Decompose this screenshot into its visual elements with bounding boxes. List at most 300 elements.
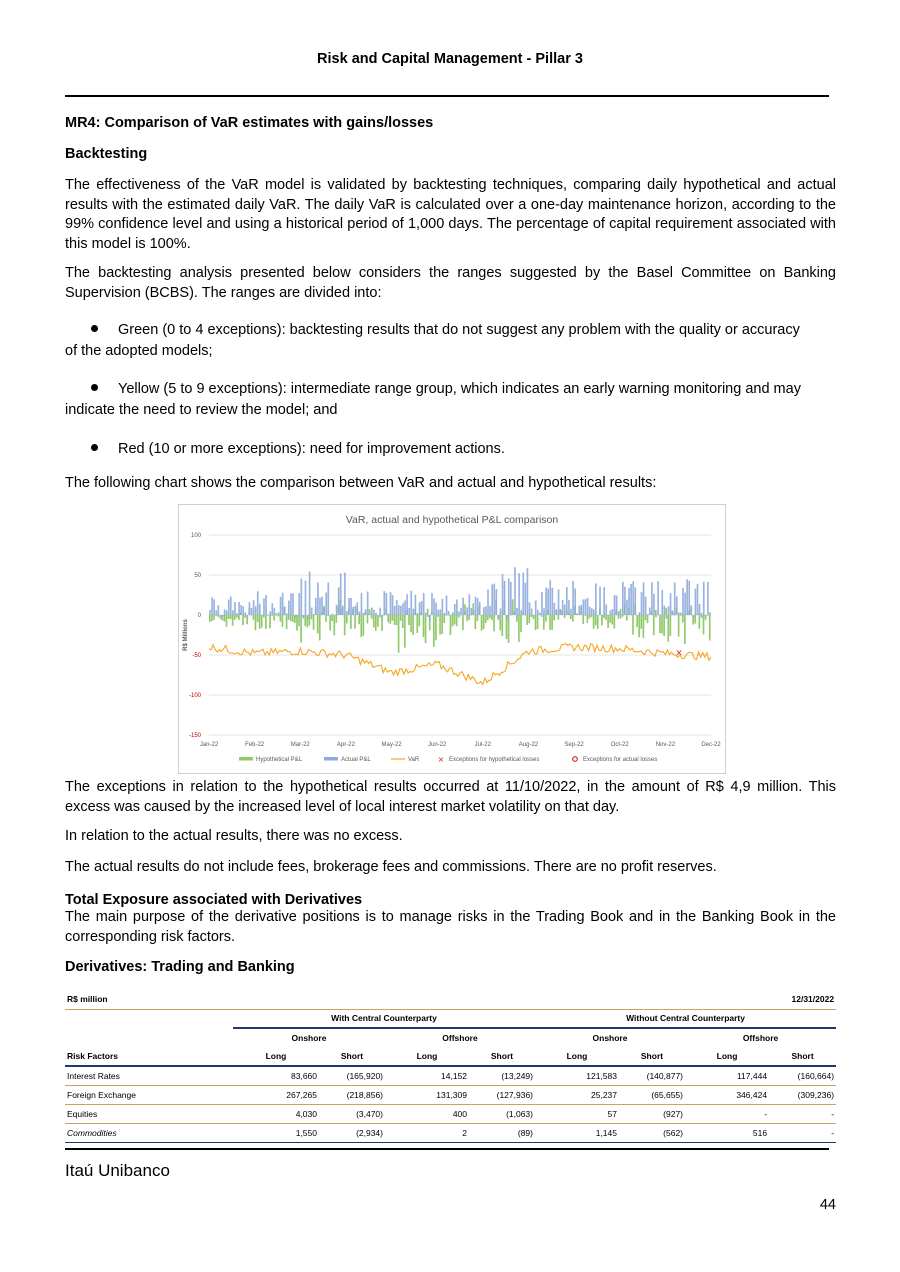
- actual-pl-bar: [342, 606, 344, 615]
- hypothetical-pl-bar: [273, 615, 275, 621]
- hypothetical-pl-bar: [643, 615, 645, 638]
- cell: (309,236): [797, 1089, 835, 1100]
- actual-pl-bar: [535, 600, 537, 615]
- hypothetical-pl-bar: [396, 615, 398, 625]
- header-long: Long: [416, 1051, 438, 1061]
- hypothetical-pl-bar: [373, 615, 375, 628]
- cell: 267,265: [286, 1089, 317, 1100]
- actual-pl-bar: [230, 596, 232, 615]
- header-long: Long: [265, 1051, 287, 1061]
- hypothetical-pl-bar: [458, 611, 460, 615]
- actual-pl-bar: [581, 605, 583, 615]
- actual-pl-bar: [663, 606, 665, 615]
- actual-pl-bar: [562, 600, 564, 615]
- actual-pl-bar: [313, 614, 315, 615]
- actual-pl-bar: [674, 582, 676, 615]
- hypothetical-pl-bar: [622, 615, 624, 617]
- actual-pl-bar: [607, 615, 609, 616]
- hypothetical-pl-bar: [311, 615, 313, 619]
- actual-pl-bar: [502, 574, 504, 615]
- actual-pl-bar: [224, 609, 226, 615]
- header-offshore: Offshore: [742, 1033, 779, 1043]
- actual-pl-bar: [568, 600, 570, 615]
- hypothetical-pl-bar: [647, 615, 649, 623]
- actual-pl-bar: [423, 593, 425, 615]
- actual-pl-bar: [498, 615, 500, 619]
- actual-pl-bar: [292, 593, 294, 615]
- actual-pl-bar: [695, 589, 697, 615]
- hypothetical-pl-bar: [377, 615, 379, 627]
- hypothetical-pl-bar: [244, 615, 246, 618]
- hypothetical-pl-bar: [445, 615, 447, 616]
- header-with-ccp: With Central Counterparty: [233, 1009, 535, 1028]
- actual-pl-bar: [672, 612, 674, 615]
- hypothetical-pl-bar: [584, 615, 586, 616]
- hypothetical-pl-bar: [282, 615, 284, 627]
- hypothetical-pl-bar: [489, 615, 491, 618]
- actual-pl-bar: [477, 598, 479, 615]
- hypothetical-pl-bar: [392, 615, 394, 621]
- table-row: [65, 1104, 836, 1123]
- y-tick-label: 100: [190, 533, 201, 539]
- actual-pl-bar: [298, 593, 300, 615]
- hypothetical-pl-bar: [331, 615, 333, 621]
- row-label: Commodities: [67, 1127, 117, 1138]
- x-tick-label: Jun-22: [428, 742, 447, 748]
- actual-pl-bar: [388, 613, 390, 615]
- actual-pl-bar: [354, 606, 356, 615]
- hypothetical-pl-bar: [487, 615, 489, 620]
- actual-pl-bar: [300, 579, 302, 615]
- hypothetical-pl-bar: [300, 615, 302, 643]
- paragraph-exposure: The main purpose of the derivative positions is to manage risks in the Trading Book and in the Banking Book in the corresponding risk factors.: [65, 909, 836, 945]
- actual-pl-bar: [439, 609, 441, 615]
- hypothetical-pl-bar: [257, 615, 259, 622]
- hypothetical-pl-bar: [288, 615, 290, 620]
- actual-pl-bar: [271, 603, 273, 615]
- hypothetical-pl-bar: [570, 615, 572, 619]
- actual-pl-bar: [641, 592, 643, 615]
- page-header-title: Risk and Capital Management - Pillar 3: [317, 51, 583, 67]
- actual-pl-bar: [319, 598, 321, 615]
- hypothetical-pl-bar: [518, 615, 520, 642]
- hypothetical-pl-bar: [250, 615, 252, 616]
- actual-pl-bar: [377, 615, 379, 616]
- actual-pl-bar: [549, 580, 551, 615]
- actual-pl-bar: [402, 603, 404, 615]
- actual-pl-bar: [404, 601, 406, 615]
- actual-pl-bar: [527, 568, 529, 615]
- hypothetical-pl-bar: [286, 615, 288, 629]
- hypothetical-pl-bar: [535, 615, 537, 630]
- actual-pl-bar: [315, 598, 317, 615]
- exposure-heading: Total Exposure associated with Derivatives: [65, 892, 363, 908]
- hypothetical-pl-bar: [533, 615, 535, 619]
- hypothetical-pl-bar: [682, 615, 684, 622]
- actual-pl-bar: [419, 602, 421, 615]
- cell: 4,030: [295, 1108, 317, 1119]
- hypothetical-pl-bar: [557, 615, 559, 620]
- actual-pl-bar: [338, 587, 340, 615]
- actual-pl-bar: [612, 609, 614, 615]
- cell: (1,063): [506, 1108, 533, 1119]
- hypothetical-pl-bar: [684, 615, 686, 644]
- actual-pl-bar: [265, 595, 267, 615]
- derivatives-table: [65, 990, 836, 1143]
- hypothetical-pl-bar: [450, 615, 452, 635]
- actual-pl-bar: [516, 608, 518, 615]
- actual-pl-bar: [572, 581, 574, 615]
- header-risk-factors: Risk Factors: [67, 1051, 119, 1061]
- hypothetical-pl-bar: [402, 615, 404, 628]
- hypothetical-pl-bar: [614, 615, 616, 629]
- hypothetical-pl-bar: [209, 615, 211, 622]
- hypothetical-pl-bar: [236, 615, 238, 618]
- actual-pl-bar: [373, 610, 375, 615]
- hypothetical-pl-bar: [363, 615, 365, 636]
- hypothetical-pl-bar: [224, 615, 226, 622]
- hypothetical-pl-bar: [524, 615, 526, 616]
- actual-pl-bar: [587, 598, 589, 615]
- hypothetical-pl-bar: [346, 615, 348, 623]
- actual-pl-bar: [647, 614, 649, 615]
- hypothetical-pl-bar: [387, 615, 389, 622]
- cell: 117,444: [736, 1070, 768, 1081]
- actual-pl-bar: [597, 615, 599, 616]
- hypothetical-pl-bar: [230, 615, 232, 619]
- header-long: Long: [716, 1051, 738, 1061]
- actual-pl-bar: [464, 611, 466, 615]
- cell: (927): [663, 1108, 683, 1119]
- actual-pl-bar: [228, 600, 230, 615]
- actual-pl-bar: [294, 615, 296, 618]
- actual-pl-bar: [278, 612, 280, 615]
- actual-pl-bar: [508, 578, 510, 615]
- paragraph-ranges: The backtesting analysis presented below considers the ranges suggested by the Basel Committee on Banking Supervision (BCBS). The ranges are divided into:: [65, 265, 836, 301]
- actual-pl-bar: [556, 609, 558, 615]
- actual-pl-bar: [578, 606, 580, 615]
- row-label: Interest Rates: [67, 1070, 120, 1081]
- actual-pl-bar: [369, 614, 371, 615]
- hypothetical-pl-bar: [313, 615, 315, 630]
- hypothetical-pl-bar: [221, 615, 223, 620]
- actual-pl-bar: [410, 591, 412, 615]
- actual-pl-bar: [406, 594, 408, 615]
- hypothetical-pl-bar: [441, 615, 443, 634]
- actual-pl-bar: [543, 608, 545, 615]
- hypothetical-pl-bar: [526, 615, 528, 625]
- chart-title: VaR, actual and hypothetical P&L comparison: [345, 514, 559, 526]
- y-tick-label: 0: [197, 613, 201, 619]
- actual-pl-bar: [259, 604, 261, 615]
- actual-pl-bar: [547, 589, 549, 615]
- hypothetical-pl-bar: [531, 615, 533, 617]
- actual-pl-bar: [522, 573, 524, 615]
- hypothetical-pl-bar: [528, 615, 530, 623]
- paragraph-fees: The actual results do not include fees, brokerage fees and commissions. There are no profit reserves.: [65, 859, 717, 875]
- hypothetical-pl-bar: [582, 615, 584, 624]
- hypothetical-pl-bar: [620, 609, 622, 615]
- actual-pl-bar: [707, 582, 709, 615]
- hypothetical-pl-bar: [481, 615, 483, 631]
- hypothetical-pl-bar: [389, 615, 391, 624]
- actual-pl-bar: [605, 604, 607, 615]
- hypothetical-pl-bar: [638, 615, 640, 637]
- hypothetical-pl-bar: [537, 615, 539, 629]
- actual-pl-bar: [386, 593, 388, 615]
- hypothetical-pl-bar: [603, 615, 605, 618]
- actual-pl-bar: [431, 593, 433, 615]
- hypothetical-pl-bar: [632, 615, 634, 635]
- actual-pl-bar: [412, 609, 414, 615]
- actual-pl-bar: [442, 599, 444, 615]
- actual-pl-bar: [352, 607, 354, 615]
- actual-pl-bar: [394, 606, 396, 615]
- var-line: [209, 644, 711, 685]
- cell: (562): [663, 1127, 683, 1138]
- derivatives-heading: Derivatives: Trading and Banking: [65, 959, 295, 975]
- hypothetical-pl-bar: [238, 615, 240, 620]
- hypothetical-pl-bar: [261, 615, 263, 628]
- hypothetical-pl-bar: [678, 615, 680, 637]
- legend-swatch: [324, 757, 338, 761]
- actual-pl-bar: [375, 613, 377, 615]
- actual-pl-bar: [452, 612, 454, 615]
- actual-pl-bar: [276, 615, 278, 616]
- actual-pl-bar: [693, 615, 695, 618]
- actual-pl-bar: [218, 605, 220, 615]
- actual-pl-bar: [323, 608, 325, 615]
- hypothetical-pl-bar: [572, 615, 574, 622]
- bullet-dot: [91, 444, 98, 451]
- actual-pl-bar: [525, 583, 527, 615]
- actual-pl-bar: [701, 615, 703, 618]
- hypothetical-pl-bar: [398, 615, 400, 653]
- actual-pl-bar: [284, 606, 286, 615]
- actual-pl-bar: [348, 598, 350, 615]
- actual-pl-bar: [450, 614, 452, 615]
- hypothetical-pl-bar: [350, 615, 352, 629]
- hypothetical-pl-bar: [325, 615, 327, 622]
- actual-pl-bar: [232, 610, 234, 615]
- table-unit: R$ million: [67, 994, 108, 1005]
- header-without-ccp: Without Central Counterparty: [535, 1009, 836, 1028]
- cell: 1,550: [295, 1127, 317, 1138]
- hypothetical-pl-bar: [516, 615, 518, 622]
- hypothetical-pl-bar: [253, 615, 255, 620]
- hypothetical-pl-bar: [255, 615, 257, 630]
- hypothetical-pl-bar: [354, 615, 356, 629]
- actual-pl-bar: [290, 593, 292, 615]
- actual-pl-bar: [311, 608, 313, 615]
- hypothetical-pl-bar: [271, 615, 273, 616]
- table-date: 12/31/2022: [791, 994, 835, 1005]
- hypothetical-pl-bar: [226, 615, 228, 627]
- actual-pl-bar: [661, 590, 663, 615]
- actual-pl-bar: [709, 612, 711, 615]
- hypothetical-pl-bar: [611, 615, 613, 624]
- actual-pl-bar: [576, 615, 578, 616]
- hypothetical-pl-bar: [263, 615, 265, 617]
- actual-pl-bar: [425, 613, 427, 615]
- actual-pl-bar: [591, 608, 593, 615]
- hypothetical-pl-bar: [298, 615, 300, 626]
- cell: 14,152: [441, 1070, 467, 1081]
- actual-pl-bar: [657, 581, 659, 615]
- actual-pl-bar: [632, 581, 634, 615]
- hypothetical-pl-bar: [709, 615, 711, 640]
- cell: (160,664): [797, 1070, 835, 1081]
- footer-rule: [65, 1148, 829, 1150]
- actual-pl-bar: [616, 596, 618, 615]
- actual-pl-bar: [622, 582, 624, 615]
- actual-pl-bar: [456, 599, 458, 615]
- hypothetical-pl-bar: [371, 615, 373, 619]
- hypothetical-pl-bar: [242, 615, 244, 625]
- cell: 57: [607, 1108, 617, 1119]
- hypothetical-pl-bar: [508, 615, 510, 643]
- actual-pl-bar: [371, 608, 373, 615]
- y-tick-label: -150: [188, 733, 201, 739]
- actual-pl-bar: [379, 608, 381, 615]
- hypothetical-pl-bar: [630, 615, 632, 616]
- hypothetical-pl-bar: [309, 615, 311, 625]
- hypothetical-pl-bar: [452, 615, 454, 626]
- hypothetical-pl-bar: [680, 613, 682, 615]
- actual-pl-bar: [560, 610, 562, 615]
- actual-pl-bar: [624, 587, 626, 615]
- actual-pl-bar: [703, 582, 705, 615]
- cell: 346,424: [736, 1089, 768, 1100]
- actual-pl-bar: [684, 593, 686, 615]
- hypothetical-pl-bar: [595, 615, 597, 625]
- hypothetical-pl-bar: [304, 615, 306, 626]
- header-offshore: Offshore: [442, 1033, 478, 1043]
- actual-pl-bar: [211, 597, 213, 615]
- actual-pl-bar: [705, 615, 707, 616]
- hypothetical-pl-bar: [423, 615, 425, 637]
- x-tick-label: Jan-22: [199, 742, 219, 748]
- hypothetical-pl-bar: [466, 615, 468, 621]
- var-chart-svg: [179, 505, 725, 773]
- page-number: 44: [819, 1197, 836, 1213]
- actual-pl-bar: [263, 598, 265, 615]
- actual-pl-bar: [242, 606, 244, 615]
- actual-pl-bar: [288, 601, 290, 615]
- var-chart: [178, 504, 726, 774]
- hypothetical-pl-bar: [543, 615, 545, 630]
- hypothetical-pl-bar: [659, 615, 661, 633]
- hypothetical-pl-bar: [275, 613, 277, 615]
- actual-pl-bar: [529, 602, 531, 615]
- hypothetical-pl-bar: [703, 615, 705, 634]
- legend-label: VaR: [408, 757, 420, 763]
- actual-pl-bar: [363, 613, 365, 615]
- actual-pl-bar: [680, 615, 682, 616]
- actual-pl-bar: [330, 615, 332, 616]
- hypothetical-pl-bar: [329, 615, 331, 630]
- hypothetical-pl-bar: [211, 615, 213, 621]
- actual-pl-bar: [506, 615, 508, 621]
- hypothetical-pl-bar: [375, 615, 377, 631]
- actual-pl-bar: [491, 584, 493, 615]
- actual-pl-bar: [280, 597, 282, 615]
- actual-pl-bar: [566, 587, 568, 615]
- actual-pl-bar: [226, 610, 228, 615]
- hypothetical-pl-bar: [607, 615, 609, 628]
- actual-pl-bar: [564, 604, 566, 615]
- actual-pl-bar: [367, 592, 369, 615]
- actual-pl-bar: [649, 608, 651, 615]
- actual-pl-bar: [249, 602, 251, 615]
- actual-pl-bar: [381, 615, 383, 618]
- actual-pl-bar: [620, 615, 622, 619]
- hypothetical-pl-bar: [499, 615, 501, 630]
- actual-pl-bar: [396, 600, 398, 615]
- actual-pl-bar: [670, 593, 672, 615]
- hypothetical-pl-bar: [655, 610, 657, 615]
- actual-pl-bar: [267, 614, 269, 615]
- actual-pl-bar: [305, 581, 307, 615]
- actual-pl-bar: [601, 615, 603, 616]
- hypothetical-pl-bar: [404, 615, 406, 648]
- actual-pl-bar: [603, 587, 605, 615]
- cell: -: [764, 1108, 768, 1119]
- x-tick-label: Feb-22: [245, 742, 265, 748]
- hypothetical-pl-bar: [645, 615, 647, 620]
- hypothetical-pl-bar: [707, 615, 709, 616]
- hypothetical-pl-bar: [412, 615, 414, 635]
- actual-pl-bar: [350, 598, 352, 615]
- x-tick-label: Apr-22: [336, 742, 355, 748]
- actual-pl-bar: [421, 601, 423, 615]
- actual-pl-bar: [415, 595, 417, 615]
- hypothetical-pl-bar: [456, 615, 458, 626]
- hypothetical-pl-bar: [665, 608, 667, 615]
- hypothetical-pl-bar: [333, 615, 335, 635]
- paragraph-exceptions: The exceptions in relation to the hypothetical results occurred at 11/10/2022, in the amount of R$ 4,9 million. This excess was caused by the increased level of local interest market volatility on that day.: [65, 779, 836, 815]
- actual-pl-bar: [699, 604, 701, 615]
- actual-pl-bar: [398, 605, 400, 615]
- actual-pl-bar: [253, 600, 255, 615]
- actual-pl-bar: [433, 598, 435, 615]
- hypothetical-pl-bar: [400, 615, 402, 621]
- x-tick-label: Nov-22: [655, 742, 676, 748]
- actual-pl-bar: [392, 595, 394, 615]
- cell: (89): [517, 1127, 533, 1138]
- hypothetical-pl-bar: [344, 615, 346, 635]
- actual-pl-bar: [244, 612, 246, 615]
- cell: (165,920): [346, 1070, 383, 1081]
- actual-pl-bar: [325, 593, 327, 615]
- hypothetical-pl-bar: [593, 615, 595, 629]
- actual-pl-bar: [630, 584, 632, 615]
- bullet-dot: [91, 384, 98, 391]
- bullet-dot: [91, 325, 98, 332]
- legend-circle-icon: [573, 757, 578, 762]
- header-short: Short: [490, 1051, 514, 1061]
- hypothetical-pl-bar: [699, 615, 701, 629]
- actual-pl-bar: [307, 615, 309, 620]
- actual-pl-bar: [327, 582, 329, 615]
- hypothetical-pl-bar: [694, 615, 696, 624]
- row-label: Equities: [67, 1108, 98, 1119]
- actual-pl-bar: [240, 605, 242, 615]
- actual-pl-bar: [518, 573, 520, 615]
- actual-pl-bar: [336, 605, 338, 615]
- header-rule: [65, 95, 829, 97]
- actual-pl-bar: [479, 602, 481, 615]
